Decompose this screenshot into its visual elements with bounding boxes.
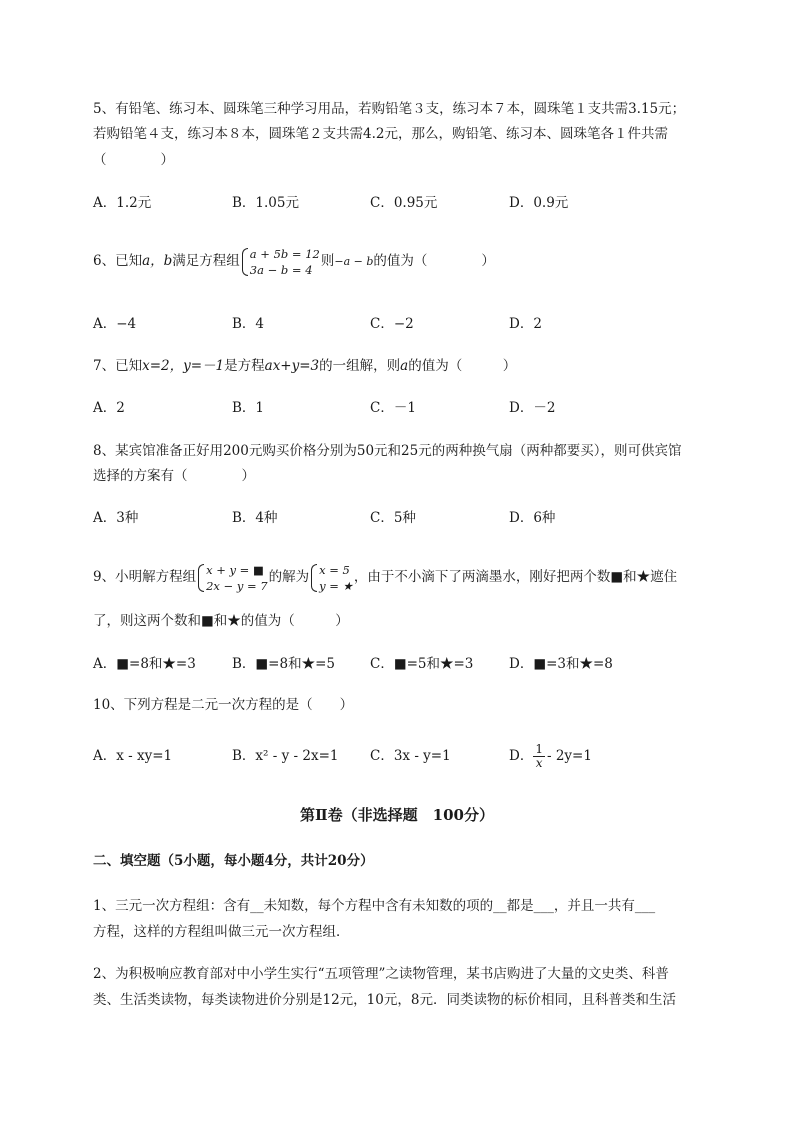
q7-option-a: A．2	[93, 400, 125, 416]
q5-option-b: B．1.05元	[232, 195, 299, 211]
q9-eq1: x + y = ■	[206, 562, 264, 577]
q5-text-line1: 5、有铅笔、练习本、圆珠笔三种学习用品，若购铅笔３支，练习本７本，圆珠笔１支共需3.15元；	[93, 101, 686, 117]
q6-text	[93, 242, 495, 281]
q7-option-c: C．－1	[370, 400, 416, 416]
q9-sol2: y = ★	[319, 578, 353, 593]
q7-option-d: D．－2	[509, 400, 556, 416]
q7-cond: x=2，y=－1	[142, 358, 225, 374]
q7-prefix: 7、已知	[93, 358, 143, 374]
q6-eq2: 3a − b = 4	[249, 262, 313, 277]
q7-mid2: 的一组解，则	[319, 358, 401, 374]
q9-option-b: B．■=8和★=5	[232, 656, 335, 672]
q9-prefix: 9、小明解方程组	[93, 569, 197, 585]
q8-text-line1: 8、某宾馆准备正好用200元购买价格分别为50元和25元的两种换气扇（两种都要买），则可供宾馆	[93, 443, 682, 459]
q9-mid: 的解为	[268, 569, 310, 585]
q6-vars: a，b	[142, 253, 173, 269]
q9-sol1: x = 5	[319, 562, 350, 577]
q10-option-d-rest: - 2y=1	[546, 748, 592, 764]
q9-equation-system	[197, 562, 268, 594]
q5-option-c: C．0.95元	[370, 195, 438, 211]
q7-suffix: 的值为（ ）	[408, 358, 517, 374]
q10-option-b: B．x² - y - 2x=1	[232, 748, 339, 764]
q6-option-c: C．−2	[370, 316, 414, 332]
fill-q2-line2: 类、生活类读物，每类读物进价分别是12元，10元，8元．同类读物的标价相同，且科普类和生活	[93, 992, 676, 1008]
q9-text-line2: 了，则这两个数和■和★的值为（ ）	[93, 613, 349, 629]
q6-option-b: B．4	[232, 316, 265, 332]
q10-option-a: A．x - xy=1	[93, 748, 173, 764]
q9-eq2: 2x − y = 7	[206, 578, 268, 593]
q10-option-d-fraction	[533, 743, 545, 770]
q8-text-line2: 选择的方案有（ ）	[93, 468, 255, 484]
q9-option-d: D．■=3和★=8	[509, 656, 613, 672]
q5-option-d: D．0.9元	[509, 195, 569, 211]
fill-q1-line2: 方程，这样的方程组叫做三元一次方程组．	[93, 924, 350, 940]
q10-option-c: C．3x - y=1	[370, 748, 451, 764]
q7-mid: 是方程	[224, 358, 265, 374]
q10-option-d-denominator: x	[535, 756, 543, 770]
q7-eq: ax+y=3	[264, 358, 320, 374]
q9-option-c: C．■=5和★=3	[370, 656, 474, 672]
q7-option-b: B．1	[232, 400, 265, 416]
q6-expr: −a − b	[334, 255, 374, 268]
q8-option-c: C．5种	[370, 510, 416, 526]
q10-option-d	[509, 737, 592, 775]
q6-equation-system	[241, 246, 320, 278]
q6-then: 则	[320, 253, 335, 269]
q7-text	[93, 356, 516, 376]
q10-option-d-numerator: 1	[535, 742, 543, 756]
q9-solution-system	[310, 562, 353, 594]
q9-option-a: A．■=8和★=3	[93, 656, 196, 672]
fill-section-heading: 二、填空题（5小题，每小题4分，共计20分）	[93, 853, 374, 869]
q7-var: a	[400, 358, 409, 374]
fill-q2-line1: 2、为积极响应教育部对中小学生实行“五项管理”之读物管理，某书店购进了大量的文史类、科普	[93, 966, 669, 982]
q6-option-d: D．2	[509, 316, 542, 332]
q5-option-a: A．1.2元	[93, 195, 152, 211]
fill-q1-line1: 1、三元一次方程组：含有__未知数，每个方程中含有未知数的项的__都是___，并且一共有___	[93, 898, 656, 914]
part2-title: 第Ⅱ卷（非选择题 100分）	[300, 806, 494, 824]
q9-suffix: ，由于不小滴下了两滴墨水，刚好把两个数■和★遮住	[353, 569, 678, 585]
q5-text-line3: （ ）	[93, 152, 174, 168]
q9-text	[93, 557, 677, 597]
q6-option-a: A．−4	[93, 316, 137, 332]
q10-option-d-label: D．	[509, 748, 534, 764]
q6-suffix: 的值为（ ）	[373, 253, 495, 269]
q8-option-b: B．4种	[232, 510, 278, 526]
q10-text: 10、下列方程是二元一次方程的是（ ）	[93, 697, 354, 713]
q6-mid: 满足方程组	[172, 253, 240, 269]
q6-prefix: 6、已知	[93, 253, 143, 269]
q8-option-d: D．6种	[509, 510, 556, 526]
q5-text-line2: 若购铅笔４支，练习本８本，圆珠笔２支共需4.2元，那么，购铅笔、练习本、圆珠笔各１件共需	[93, 126, 668, 142]
q8-option-a: A．3种	[93, 510, 139, 526]
q6-eq1: a + 5b = 12	[249, 246, 320, 261]
